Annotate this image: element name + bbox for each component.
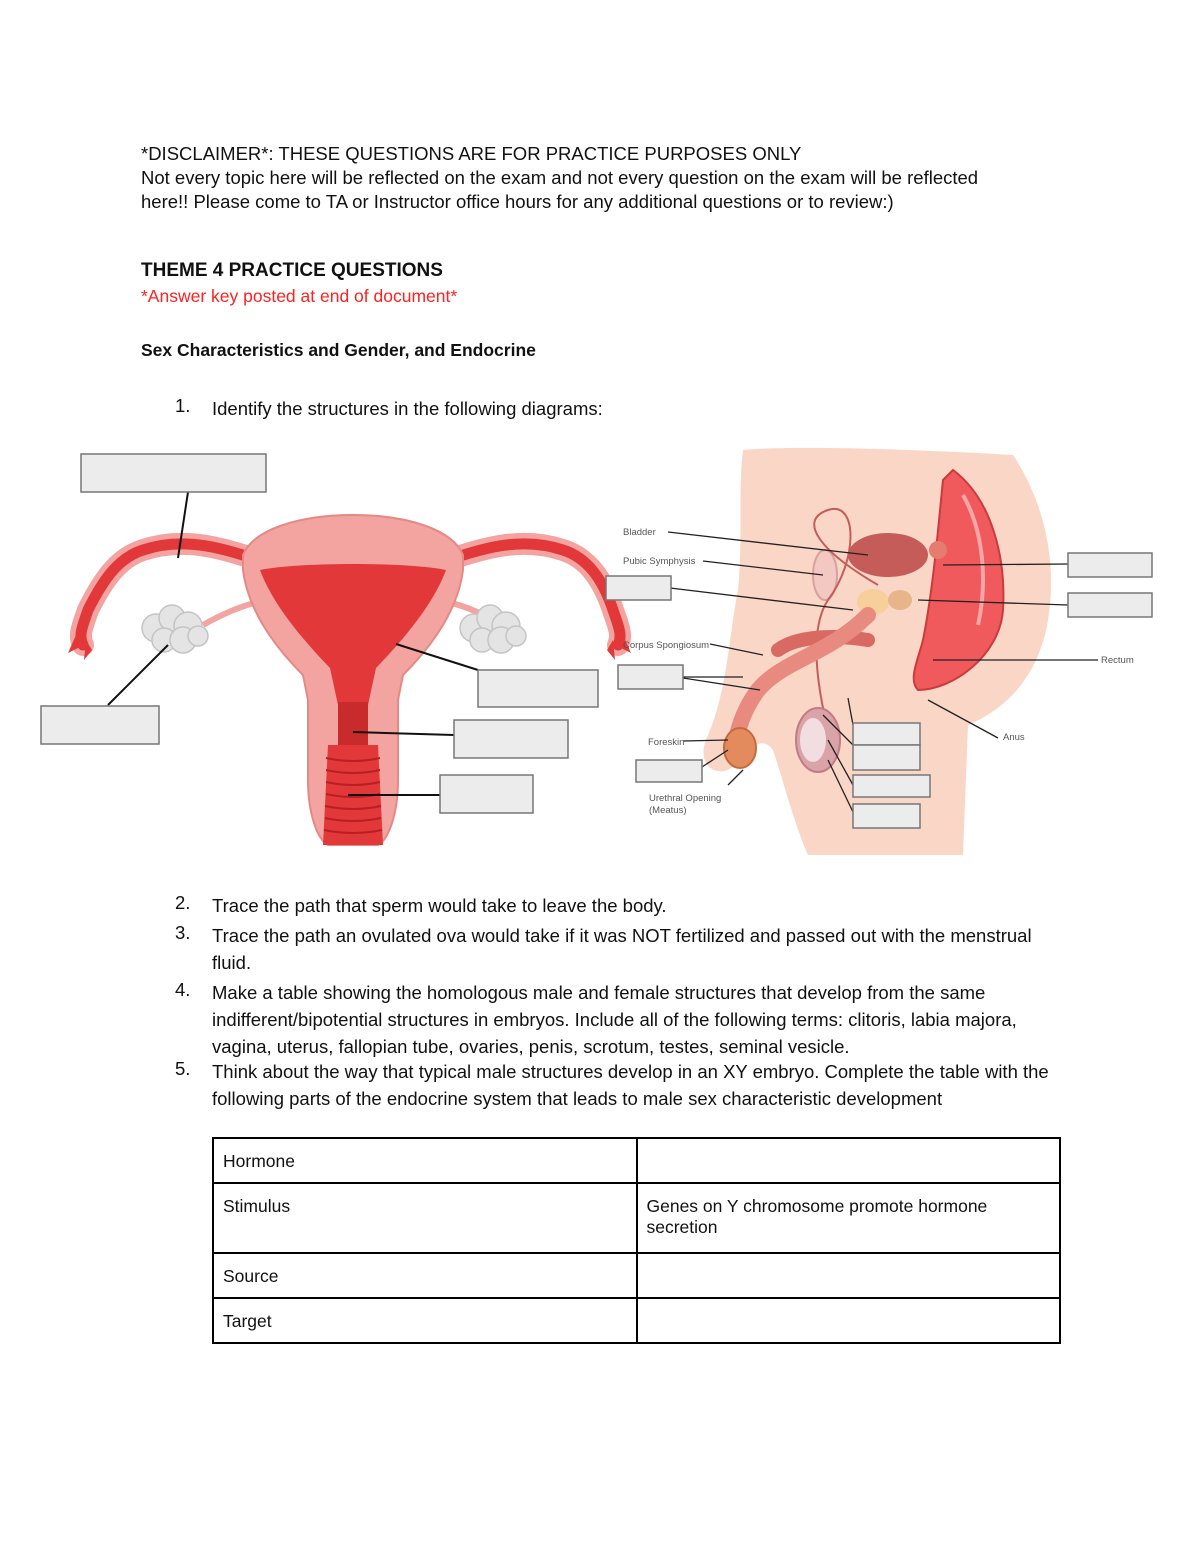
question-number: 2. xyxy=(175,892,191,913)
label-box[interactable] xyxy=(606,576,671,600)
label-pubic-symphysis: Pubic Symphysis xyxy=(623,556,696,567)
disclaimer xyxy=(141,142,978,214)
table-cell-label: Target xyxy=(213,1298,637,1343)
label-box[interactable] xyxy=(81,454,266,492)
label-meatus: (Meatus) xyxy=(649,805,687,816)
label-foreskin: Foreskin xyxy=(648,737,685,748)
table-cell-value[interactable] xyxy=(637,1138,1061,1183)
disclaimer-line-1: *DISCLAIMER*: THESE QUESTIONS ARE FOR PRACTICE PURPOSES ONLY xyxy=(141,143,802,164)
label-box[interactable] xyxy=(853,745,920,770)
bladder xyxy=(848,533,928,577)
label-corpus-spongiosum: Corpus Spongiosum xyxy=(623,640,710,651)
label-box[interactable] xyxy=(454,720,568,758)
question-text: Trace the path that sperm would take to leave the body. xyxy=(212,895,667,916)
disclaimer-line-3: here!! Please come to TA or Instructor office hours for any additional questions or to review:) xyxy=(141,191,894,212)
label-box[interactable] xyxy=(1068,553,1152,577)
disclaimer-line-2: Not every topic here will be reflected on the exam and not every question on the exam will be reflected xyxy=(141,167,979,188)
question-number: 4. xyxy=(175,979,191,1000)
label-box[interactable] xyxy=(440,775,533,813)
anatomy-diagrams xyxy=(38,440,1162,860)
question-number: 3. xyxy=(175,922,191,943)
table-cell-label: Source xyxy=(213,1253,637,1298)
label-anus: Anus xyxy=(1003,732,1025,743)
table-row xyxy=(213,1138,1060,1183)
male-reproductive-diagram xyxy=(606,448,1152,855)
table-cell-value[interactable] xyxy=(637,1298,1061,1343)
question-text: Identify the structures in the following diagrams: xyxy=(212,398,603,419)
question-number: 1. xyxy=(175,395,191,416)
table-row xyxy=(213,1253,1060,1298)
label-box[interactable] xyxy=(853,804,920,828)
question-text: Trace the path an ovulated ova would take if it was NOT fertilized and passed out with the menstrual fluid. xyxy=(212,925,1032,973)
question-text: Make a table showing the homologous male and female structures that develop from the same indifferent/bipotential structures in embryos. Include all of the following terms: clitoris, labia majora, vagina, uterus, fallopian tube, ovaries, penis, scrotum, testes, seminal vesicle. xyxy=(212,982,1017,1057)
label-box[interactable] xyxy=(618,665,683,689)
page-title: THEME 4 PRACTICE QUESTIONS xyxy=(141,260,443,281)
table-cell-label: Stimulus xyxy=(213,1183,637,1253)
endocrine-table xyxy=(212,1137,1061,1344)
table-cell-label: Hormone xyxy=(213,1138,637,1183)
label-box[interactable] xyxy=(1068,593,1152,617)
glans xyxy=(724,728,756,768)
label-rectum: Rectum xyxy=(1101,655,1134,666)
table-row xyxy=(213,1298,1060,1343)
label-box[interactable] xyxy=(853,723,920,745)
label-bladder: Bladder xyxy=(623,527,656,538)
cervix xyxy=(338,702,368,750)
table-cell-value[interactable]: Genes on Y chromosome promote hormone secretion xyxy=(637,1183,1061,1253)
table-cell-value[interactable] xyxy=(637,1253,1061,1298)
seminal-vesicle xyxy=(929,541,947,559)
label-box[interactable] xyxy=(41,706,159,744)
question-text: Think about the way that typical male structures develop in an XY embryo. Complete the table with the following parts of the endocrine system that leads to male sex characteristic development xyxy=(212,1061,1049,1109)
label-box[interactable] xyxy=(636,760,702,782)
female-reproductive-diagram xyxy=(41,454,631,845)
table-row xyxy=(213,1183,1060,1253)
question-number: 5. xyxy=(175,1058,191,1079)
label-box[interactable] xyxy=(853,775,930,797)
answer-key-note: *Answer key posted at end of document* xyxy=(141,286,458,306)
section-heading: Sex Characteristics and Gender, and Endocrine xyxy=(141,340,536,360)
label-urethral-opening: Urethral Opening xyxy=(649,793,722,804)
left-ovary xyxy=(142,605,208,653)
label-box[interactable] xyxy=(478,670,598,707)
